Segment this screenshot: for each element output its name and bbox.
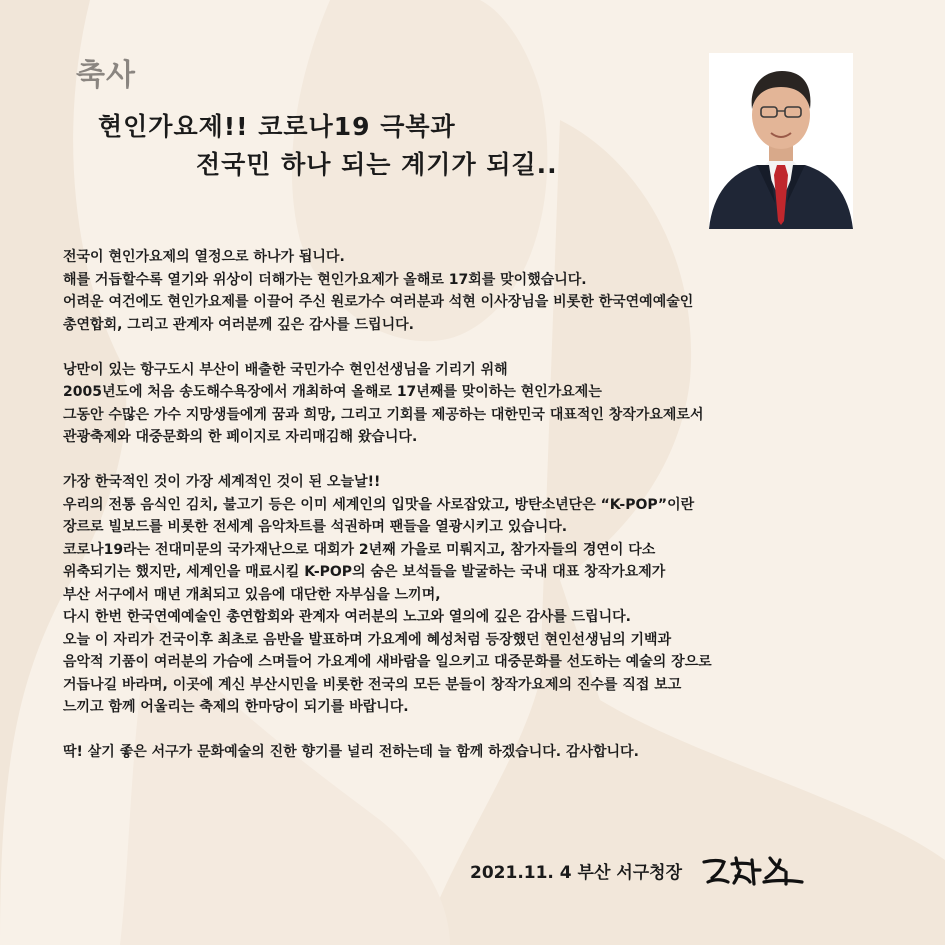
signature-block <box>470 852 808 888</box>
portrait-illustration <box>709 53 853 229</box>
text-line: 가장 한국적인 것이 가장 세계적인 것이 된 오늘날!! <box>63 474 381 490</box>
paragraph-1 <box>63 246 903 336</box>
text-line: 거듭나길 바라며, 이곳에 계신 부산시민을 비롯한 전국의 모든 분들이 창작가요제의 진수를 직접 보고 <box>63 676 682 693</box>
paragraph-4 <box>63 741 903 764</box>
text-line: 부산 서구에서 매년 개최되고 있음에 대단한 자부심을 느끼며, <box>63 586 441 603</box>
text-line: 낭만이 있는 항구도시 부산이 배출한 국민가수 현인선생님을 기리기 위해 <box>63 361 508 378</box>
handwritten-signature <box>698 852 808 888</box>
text-line: 2005년도에 처음 송도해수욕장에서 개최하여 올해로 17년째를 맞이하는 현인가요제는 <box>63 384 602 400</box>
paragraph-3 <box>63 471 903 719</box>
text-line: 우리의 전통 음식인 김치, 불고기 등은 이미 세계인의 입맛을 사로잡았고, 방탄소년단은 “K-POP”이란 <box>63 496 695 513</box>
paragraph-2 <box>63 359 903 449</box>
date-and-title: 2021.11. 4 부산 서구청장 <box>470 862 683 883</box>
section-label: 축사 <box>76 58 136 93</box>
headline <box>98 108 658 184</box>
text-line: 딱! 살기 좋은 서구가 문화예술의 진한 향기를 널리 전하는데 늘 함께 하겠습니다. 감사합니다. <box>63 744 639 760</box>
text-line: 코로나19라는 전대미문의 국가재난으로 대회가 2년째 가을로 미뤄지고, 참가자들의 경연이 다소 <box>63 541 656 558</box>
headline-line-2: 전국민 하나 되는 계기가 되길.. <box>196 150 558 179</box>
portrait-photo <box>709 53 853 229</box>
text-line: 관광축제와 대중문화의 한 페이지로 자리매김해 왔습니다. <box>63 429 418 445</box>
text-line: 어려운 여건에도 현인가요제를 이끌어 주신 원로가수 여러분과 석현 이사장님을 비롯한 한국연예예술인 <box>63 294 694 310</box>
text-line: 장르로 빌보드를 비롯한 전세계 음악차트를 석권하며 팬들을 열광시키고 있습니다. <box>63 519 568 535</box>
headline-line-1: 현인가요제!! 코로나19 극복과 <box>98 112 456 141</box>
congratulatory-message <box>63 246 903 786</box>
text-line: 오늘 이 자리가 건국이후 최초로 음반을 발표하며 가요계에 혜성처럼 등장했던 현인선생님의 기백과 <box>63 631 672 648</box>
text-line: 그동안 수많은 가수 지망생들에게 꿈과 희망, 그리고 기회를 제공하는 대한민국 대표적인 창작가요제로서 <box>63 406 704 423</box>
text-line: 느끼고 함께 어울리는 축제의 한마당이 되기를 바랍니다. <box>63 699 409 715</box>
text-line: 전국이 현인가요제의 열정으로 하나가 됩니다. <box>63 249 345 265</box>
text-line: 총연합회, 그리고 관계자 여러분께 깊은 감사를 드립니다. <box>63 316 414 333</box>
text-line: 해를 거듭할수록 열기와 위상이 더해가는 현인가요제가 올해로 17회를 맞이했습니다. <box>63 271 587 288</box>
text-line: 위축되기는 했지만, 세계인을 매료시킬 K-POP의 숨은 보석들을 발굴하는 국내 대표 창작가요제가 <box>63 564 666 580</box>
text-line: 음악적 기품이 여러분의 가슴에 스며들어 가요계에 새바람을 일으키고 대중문화를 선도하는 예술의 장으로 <box>63 654 712 670</box>
text-line: 다시 한번 한국연예예술인 총연합회와 관계자 여러분의 노고와 열의에 깊은 감사를 드립니다. <box>63 609 631 625</box>
